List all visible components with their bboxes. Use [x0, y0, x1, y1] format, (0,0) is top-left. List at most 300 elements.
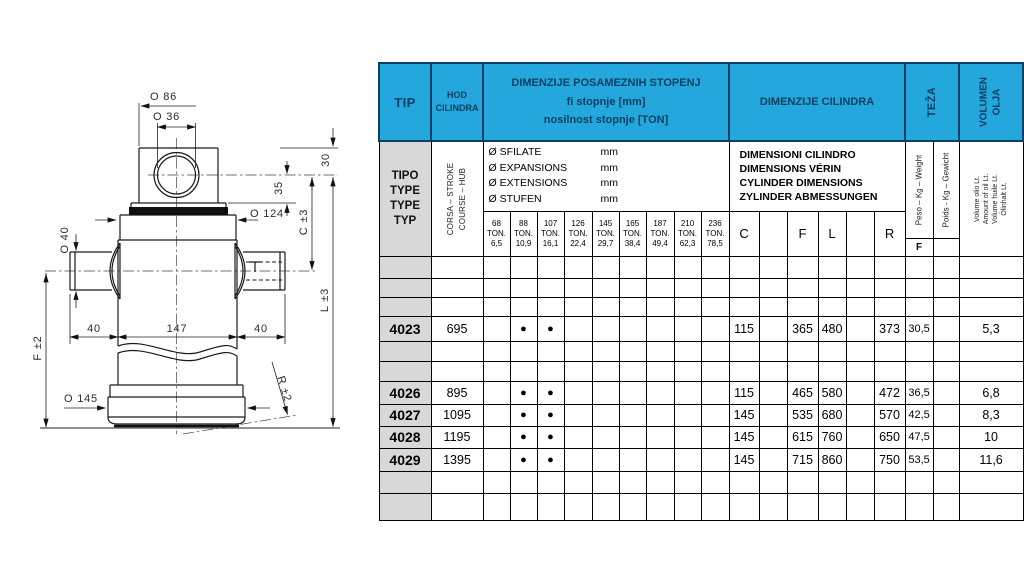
dim-f-value: [787, 341, 818, 361]
stage-spec-line: [484, 192, 729, 208]
header-stages-line2: fi stopnje [mm]: [566, 95, 646, 108]
stage-dot-cell: [646, 404, 674, 426]
stage-spec-unit: mm: [600, 193, 618, 205]
stage-dot-cell: [646, 381, 674, 404]
weight-value-2: [933, 381, 959, 404]
weight-value-2: [933, 404, 959, 426]
row-tip: 4028: [379, 426, 431, 448]
stage-dot-cell: [619, 404, 646, 426]
stage-dot-cell: [564, 381, 592, 404]
stage-dot-cell: [619, 341, 646, 361]
stage-dot-cell: [592, 297, 619, 316]
dim-r-value: 750: [874, 448, 905, 471]
gap-cell: [846, 426, 874, 448]
stage-dot-cell: ●: [510, 404, 537, 426]
dim-f-value: [787, 493, 818, 520]
dim-label-35: 35: [273, 181, 285, 195]
dim-column-header-f: F: [787, 211, 818, 256]
tipo-line1: TIPO: [391, 169, 419, 182]
stage-dot-cell: [646, 471, 674, 493]
weight-value-2: [933, 426, 959, 448]
stage-dot-cell: [510, 297, 537, 316]
row-tip: 4029: [379, 448, 431, 471]
row-stroke: [431, 278, 483, 297]
gap-cell: [846, 316, 874, 341]
row-stroke: 1195: [431, 426, 483, 448]
stage-dot-cell: [674, 381, 701, 404]
stage-dot-cell: [674, 278, 701, 297]
gap-cell: [759, 493, 787, 520]
dim-f-value: [787, 278, 818, 297]
cylinder-spec-line4: ZYLINDER ABMESSUNGEN: [739, 191, 878, 204]
volume-spec-line3: Volume huile Lt.: [992, 173, 1000, 224]
weight-value: [905, 278, 933, 297]
stage-spec-label: Ø EXPANSIONS: [488, 161, 568, 174]
stage-dot-cell: [483, 316, 510, 341]
subheader-weight-left: [905, 141, 933, 238]
stage-dot-cell: ●: [510, 381, 537, 404]
stage-dot-cell: [619, 256, 646, 278]
dim-f-value: 465: [787, 381, 818, 404]
stage-dot-cell: [564, 297, 592, 316]
stage-dot-cell: [592, 493, 619, 520]
ton-value: 126: [571, 218, 585, 228]
stage-dot-cell: [564, 278, 592, 297]
stage-spec-unit: mm: [600, 177, 618, 190]
stage-dot-cell: [674, 341, 701, 361]
header-stages: [483, 63, 729, 141]
stage-dot-cell: [674, 297, 701, 316]
ton-column-header: [701, 211, 729, 256]
weight-value-2: [933, 493, 959, 520]
row-stroke: [431, 256, 483, 278]
table-row: [379, 278, 1023, 297]
subheader-tipo: [379, 141, 431, 256]
gap-cell: [759, 448, 787, 471]
gap-cell: [846, 341, 874, 361]
ton-value: 210: [680, 218, 695, 228]
dim-label-o40: O 40: [59, 226, 71, 254]
ton-column-header: [674, 211, 701, 256]
ton-column-header: [510, 211, 537, 256]
ton-unit: TON.: [541, 228, 560, 238]
stage-dot-cell: [701, 316, 729, 341]
header-row-1: [379, 63, 1023, 141]
stage-dot-cell: [483, 278, 510, 297]
stage-dot-cell: [483, 471, 510, 493]
stage-dot-cell: ●: [537, 404, 564, 426]
row-stroke: [431, 493, 483, 520]
ton-unit: TON.: [650, 228, 670, 238]
dim-f-value: 615: [787, 426, 818, 448]
header-hod-line2: CILINDRA: [435, 103, 479, 113]
stage-dot-cell: [646, 448, 674, 471]
subheader-corsa: [431, 141, 483, 256]
dim-l-value: 760: [818, 426, 846, 448]
row-stroke: [431, 341, 483, 361]
dim-c-value: [729, 493, 759, 520]
table-row: [379, 316, 1023, 341]
stage-dot-cell: [619, 316, 646, 341]
stage-dot-cell: [592, 404, 619, 426]
ton-unit: TON.: [678, 228, 697, 238]
stage-dot-cell: [674, 493, 701, 520]
dim-r-value: 650: [874, 426, 905, 448]
dim-l-value: [818, 341, 846, 361]
stage-dot-cell: [646, 426, 674, 448]
dim-l-value: 860: [818, 448, 846, 471]
stage-dot-cell: [483, 381, 510, 404]
ton-unit: TON.: [487, 228, 506, 238]
dim-r-value: [874, 341, 905, 361]
volume-value: [959, 471, 1023, 493]
stage-dot-cell: ●: [537, 316, 564, 341]
ton-capacity: 22,4: [570, 238, 586, 248]
subheader-stage-spec: [483, 141, 729, 211]
volume-value: [959, 297, 1023, 316]
ton-value: 88: [519, 218, 528, 228]
dim-label-l: L ±3: [319, 287, 331, 313]
dim-column-header-blank: [759, 211, 787, 256]
ton-capacity: 16,1: [542, 238, 559, 248]
header-tip: TIP: [379, 63, 431, 141]
stage-dot-cell: [592, 256, 619, 278]
stage-spec-label: Ø STUFEN: [488, 193, 542, 205]
header-stages-line3: nosilnost stopnje [TON]: [543, 114, 669, 127]
dim-r-value: 570: [874, 404, 905, 426]
dim-r-value: [874, 297, 905, 316]
stage-dot-cell: ●: [510, 316, 537, 341]
stage-dot-cell: [483, 426, 510, 448]
weight-value: 30,5: [905, 316, 933, 341]
ton-column-header: [592, 211, 619, 256]
stage-dot-cell: [674, 426, 701, 448]
header-row-2: [379, 141, 1023, 211]
row-tip: [379, 278, 431, 297]
weight-value-2: [933, 278, 959, 297]
ton-capacity: 6,5: [490, 238, 503, 248]
stage-dot-cell: [701, 297, 729, 316]
volume-value: [959, 256, 1023, 278]
stage-dot-cell: [483, 361, 510, 381]
stage-dot-cell: [701, 256, 729, 278]
gap-cell: [846, 493, 874, 520]
dim-column-header-r: R: [874, 211, 905, 256]
stage-spec-unit: mm: [600, 145, 618, 158]
gap-cell: [759, 341, 787, 361]
stage-dot-cell: [619, 493, 646, 520]
ton-column-header: [646, 211, 674, 256]
dim-f-value: [787, 297, 818, 316]
stage-dot-cell: [483, 297, 510, 316]
weight-sub-header-blank: [933, 238, 959, 256]
row-stroke: 695: [431, 316, 483, 341]
volume-value: 6,8: [959, 381, 1023, 404]
tipo-line3: TYPE: [389, 199, 421, 212]
stage-dot-cell: [619, 278, 646, 297]
subheader-volume-spec: [959, 141, 1023, 256]
ton-value: 236: [708, 218, 722, 228]
header-cylinder: DIMENZIJE CILINDRA: [729, 63, 905, 141]
weight-value: 53,5: [905, 448, 933, 471]
gap-cell: [846, 278, 874, 297]
stage-dot-cell: [564, 316, 592, 341]
table-row: [379, 297, 1023, 316]
table-row: [379, 448, 1023, 471]
weight-value-2: [933, 361, 959, 381]
stage-dot-cell: [619, 448, 646, 471]
row-tip: [379, 297, 431, 316]
stage-dot-cell: [646, 341, 674, 361]
stage-spec-line: [484, 145, 729, 161]
dim-r-value: [874, 278, 905, 297]
weight-value: 42,5: [905, 404, 933, 426]
dim-c-value: [729, 256, 759, 278]
dim-f-value: [787, 361, 818, 381]
dim-label-30: 30: [320, 153, 332, 167]
stage-dot-cell: [510, 341, 537, 361]
stage-dot-cell: [701, 471, 729, 493]
dim-l-value: [818, 493, 846, 520]
weight-value-2: [933, 297, 959, 316]
table-row: [379, 341, 1023, 361]
volume-value: [959, 493, 1023, 520]
row-tip: [379, 493, 431, 520]
stage-spec-label: Ø EXTENSIONS: [488, 177, 568, 190]
header-weight-label: TEŽA: [926, 86, 939, 118]
stage-dot-cell: [701, 493, 729, 520]
gap-cell: [846, 256, 874, 278]
stage-dot-cell: [537, 471, 564, 493]
cylinder-spec-line2: DIMENSIONS VÉRIN: [739, 163, 842, 176]
weight-value: [905, 256, 933, 278]
weight-sub-header: F: [905, 238, 933, 256]
stage-dot-cell: [537, 341, 564, 361]
ton-column-header: [537, 211, 564, 256]
row-tip: 4023: [379, 316, 431, 341]
dim-label-o124: O 124: [250, 208, 284, 220]
volume-value: [959, 278, 1023, 297]
volume-spec-line2: Amount of oil Lt.: [982, 173, 990, 225]
volume-value: 10: [959, 426, 1023, 448]
stage-dot-cell: ●: [537, 448, 564, 471]
dim-c-value: [729, 278, 759, 297]
ton-capacity: 29,7: [597, 238, 614, 248]
dim-label-o36: O 36: [153, 111, 181, 123]
weight-value-2: [933, 316, 959, 341]
dim-column-header-blank: [846, 211, 874, 256]
stage-dot-cell: [564, 404, 592, 426]
dim-r-value: [874, 361, 905, 381]
weight-right-label: Poids - Kg – Gewicht: [941, 152, 951, 228]
table-row: [379, 493, 1023, 520]
gap-cell: [759, 404, 787, 426]
stage-dot-cell: [646, 316, 674, 341]
stage-dot-cell: [537, 493, 564, 520]
stage-dot-cell: [701, 404, 729, 426]
table-row: [379, 426, 1023, 448]
dim-r-value: 472: [874, 381, 905, 404]
stage-dot-cell: [674, 471, 701, 493]
ton-unit: TON.: [568, 228, 588, 238]
stage-dot-cell: [701, 426, 729, 448]
stage-dot-cell: [646, 256, 674, 278]
cylinder-outline: [70, 148, 285, 424]
table-row: [379, 404, 1023, 426]
ton-unit: TON.: [705, 228, 725, 238]
header-hod-line1: HOD: [447, 89, 467, 100]
dim-f-value: [787, 256, 818, 278]
dim-l-value: [818, 278, 846, 297]
ton-capacity: 49,4: [652, 238, 668, 248]
corsa-label: [445, 162, 469, 235]
tipo-line4: TYP: [393, 214, 417, 227]
dim-r-value: 373: [874, 316, 905, 341]
stage-dot-cell: [646, 297, 674, 316]
stage-spec-label: Ø SFILATE: [488, 145, 542, 158]
stage-dot-cell: [510, 471, 537, 493]
weight-value-2: [933, 448, 959, 471]
gap-cell: [846, 297, 874, 316]
ton-value: 145: [598, 218, 613, 228]
dim-c-value: 115: [729, 316, 759, 341]
stage-dot-cell: [564, 361, 592, 381]
stage-dot-cell: [646, 278, 674, 297]
stage-dot-cell: [564, 471, 592, 493]
gap-cell: [846, 361, 874, 381]
header-volume: [959, 63, 1023, 141]
stage-dot-cell: [701, 448, 729, 471]
subheader-cylinder-spec: [729, 141, 905, 211]
stage-dot-cell: [674, 404, 701, 426]
ton-unit: TON.: [596, 228, 615, 238]
stage-dot-cell: [646, 493, 674, 520]
dim-r-value: [874, 256, 905, 278]
dim-f-value: [787, 471, 818, 493]
stage-dot-cell: [564, 493, 592, 520]
stage-dot-cell: [619, 426, 646, 448]
row-stroke: 1395: [431, 448, 483, 471]
row-stroke: [431, 361, 483, 381]
dim-label-o86: O 86: [150, 91, 178, 103]
stage-dot-cell: [619, 471, 646, 493]
stage-dot-cell: ●: [537, 381, 564, 404]
row-stroke: 895: [431, 381, 483, 404]
dim-l-value: [818, 361, 846, 381]
gap-cell: [759, 426, 787, 448]
dim-c-value: [729, 361, 759, 381]
stage-dot-cell: [592, 316, 619, 341]
stage-dot-cell: [701, 381, 729, 404]
dim-label-r: R ±2: [274, 374, 294, 404]
dim-l-value: [818, 471, 846, 493]
dim-label-f: F ±2: [32, 335, 44, 361]
gap-cell: [759, 361, 787, 381]
gap-cell: [759, 256, 787, 278]
dim-c-value: [729, 341, 759, 361]
dim-l-value: 480: [818, 316, 846, 341]
ton-value: 68: [492, 218, 501, 228]
stage-dot-cell: [564, 448, 592, 471]
dim-label-147: 147: [166, 323, 188, 335]
seal-band: [129, 207, 228, 215]
ton-capacity: 78,5: [707, 238, 723, 248]
weight-value: [905, 493, 933, 520]
stage-dot-cell: [592, 361, 619, 381]
dimension-lines: [40, 103, 340, 428]
ton-column-header: [619, 211, 646, 256]
stage-dot-cell: ●: [510, 448, 537, 471]
row-tip: [379, 256, 431, 278]
stage-dot-cell: [537, 297, 564, 316]
ton-value: 165: [625, 218, 640, 228]
stage-dot-cell: [564, 256, 592, 278]
dim-c-value: [729, 297, 759, 316]
weight-value-2: [933, 471, 959, 493]
ton-column-header: [564, 211, 592, 256]
cylinder-spec-line1: DIMENSIONI CILINDRO: [739, 148, 856, 161]
gap-cell: [846, 381, 874, 404]
row-tip: [379, 361, 431, 381]
dim-label-40-left: 40: [87, 323, 101, 335]
ton-value: 107: [543, 218, 558, 228]
weight-value: 47,5: [905, 426, 933, 448]
stage-spec-line: [484, 176, 729, 192]
header-volume-label: [979, 77, 1004, 127]
header-volume-line2: OLJA: [991, 88, 1003, 116]
gap-cell: [846, 471, 874, 493]
weight-value-2: [933, 256, 959, 278]
stage-dot-cell: [592, 426, 619, 448]
table-row: [379, 381, 1023, 404]
stage-dot-cell: [510, 278, 537, 297]
ton-column-header: [483, 211, 510, 256]
gap-cell: [759, 316, 787, 341]
stage-dot-cell: [564, 426, 592, 448]
row-tip: [379, 341, 431, 361]
technical-drawing: [0, 0, 378, 576]
stage-dot-cell: [510, 256, 537, 278]
weight-value: [905, 361, 933, 381]
volume-value: 11,6: [959, 448, 1023, 471]
dim-l-value: [818, 297, 846, 316]
stage-dot-cell: [619, 381, 646, 404]
row-tip: 4027: [379, 404, 431, 426]
volume-spec-label: [973, 173, 1009, 224]
dim-f-value: 715: [787, 448, 818, 471]
volume-spec-line4: Ölinhalt Lt.: [1001, 182, 1009, 216]
stage-dot-cell: [510, 493, 537, 520]
stage-dot-cell: [674, 448, 701, 471]
volume-value: 5,3: [959, 316, 1023, 341]
dim-column-header-c: C: [729, 211, 759, 256]
stage-dot-cell: [619, 361, 646, 381]
stage-dot-cell: [537, 278, 564, 297]
stage-dot-cell: [646, 361, 674, 381]
dim-l-value: [818, 256, 846, 278]
stage-spec-line: [484, 161, 729, 177]
stage-dot-cell: [592, 278, 619, 297]
row-stroke: 1095: [431, 404, 483, 426]
stage-dot-cell: [674, 316, 701, 341]
stage-dot-cell: [674, 256, 701, 278]
stage-spec-unit: mm: [600, 161, 618, 174]
row-stroke: [431, 471, 483, 493]
dim-f-value: 365: [787, 316, 818, 341]
weight-value: [905, 341, 933, 361]
weight-value: 36,5: [905, 381, 933, 404]
header-volume-line1: VOLUMEN: [978, 77, 990, 127]
